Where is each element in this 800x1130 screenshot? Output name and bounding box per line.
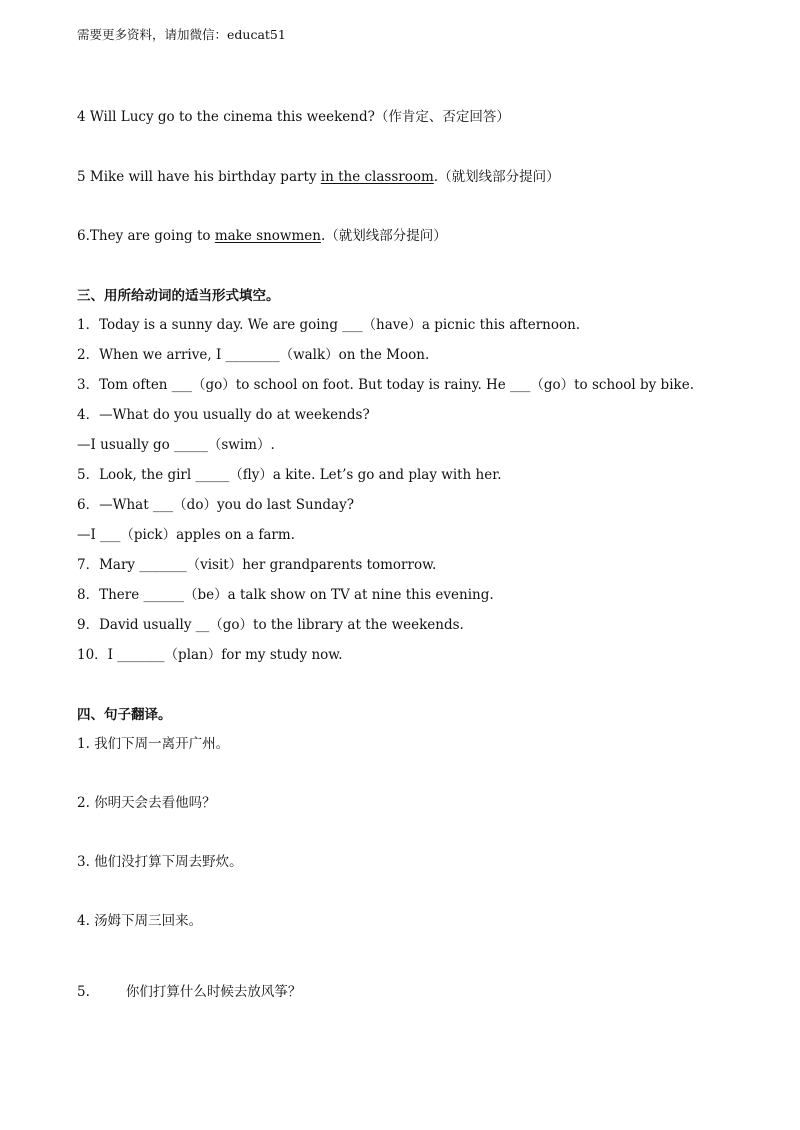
fill-item: 4．—What do you usually do at weekends? <box>77 407 370 423</box>
section-four-title: 四、句子翻译。 <box>77 707 172 723</box>
fill-item: 7．Mary _______（visit）her grandparents tomorrow. <box>77 557 437 573</box>
translation-item-5 <box>77 983 301 1001</box>
translation-item-5-number: 5. <box>77 984 90 1000</box>
question-6-before: 6.They are going to <box>77 228 215 244</box>
translation-item-5-text: 你们打算什么时候去放风筝？ <box>125 984 302 1000</box>
translation-item: 4. 汤姆下周三回来。 <box>77 913 203 929</box>
fill-item: 2．When we arrive, I ________（walk）on the Moon. <box>77 347 430 363</box>
question-5-underlined: in the classroom <box>320 169 434 185</box>
question-4: 4 Will Lucy go to the cinema this weekend?（作肯定、否定回答） <box>77 109 510 125</box>
question-6-underlined: make snowmen <box>214 228 321 244</box>
page-header: 需要更多资料，请加微信：educat51 <box>77 27 286 42</box>
translation-item: 1. 我们下周一离开广州。 <box>77 736 230 752</box>
question-6-after: .（就划线部分提问） <box>320 228 447 244</box>
translation-item: 2. 你明天会去看他吗？ <box>77 795 216 811</box>
translation-item: 3. 他们没打算下周去野炊。 <box>77 854 243 870</box>
question-6 <box>77 227 447 245</box>
fill-item: 1．Today is a sunny day. We are going ___（have）a picnic this afternoon. <box>77 317 581 333</box>
question-5-before: 5 Mike will have his birthday party <box>77 169 321 185</box>
fill-item: 5．Look, the girl _____（fly）a kite. Let’s go and play with her. <box>77 467 502 483</box>
fill-item: 6．—What ___（do）you do last Sunday? <box>77 497 354 513</box>
fill-item: 3．Tom often ___（go）to school on foot. But today is rainy. He ___（go）to school by bike. <box>77 377 694 393</box>
section-three-title: 三、用所给动词的适当形式填空。 <box>77 288 280 304</box>
question-5 <box>77 168 560 186</box>
question-5-after: .（就划线部分提问） <box>433 169 560 185</box>
fill-item: —I ___（pick）apples on a farm. <box>77 527 295 543</box>
fill-item: 8．There ______（be）a talk show on TV at nine this evening. <box>77 587 494 603</box>
fill-item: —I usually go _____（swim）. <box>77 437 275 453</box>
fill-item: 10．I _______（plan）for my study now. <box>77 647 343 663</box>
fill-item: 9．David usually __（go）to the library at the weekends. <box>77 617 464 633</box>
